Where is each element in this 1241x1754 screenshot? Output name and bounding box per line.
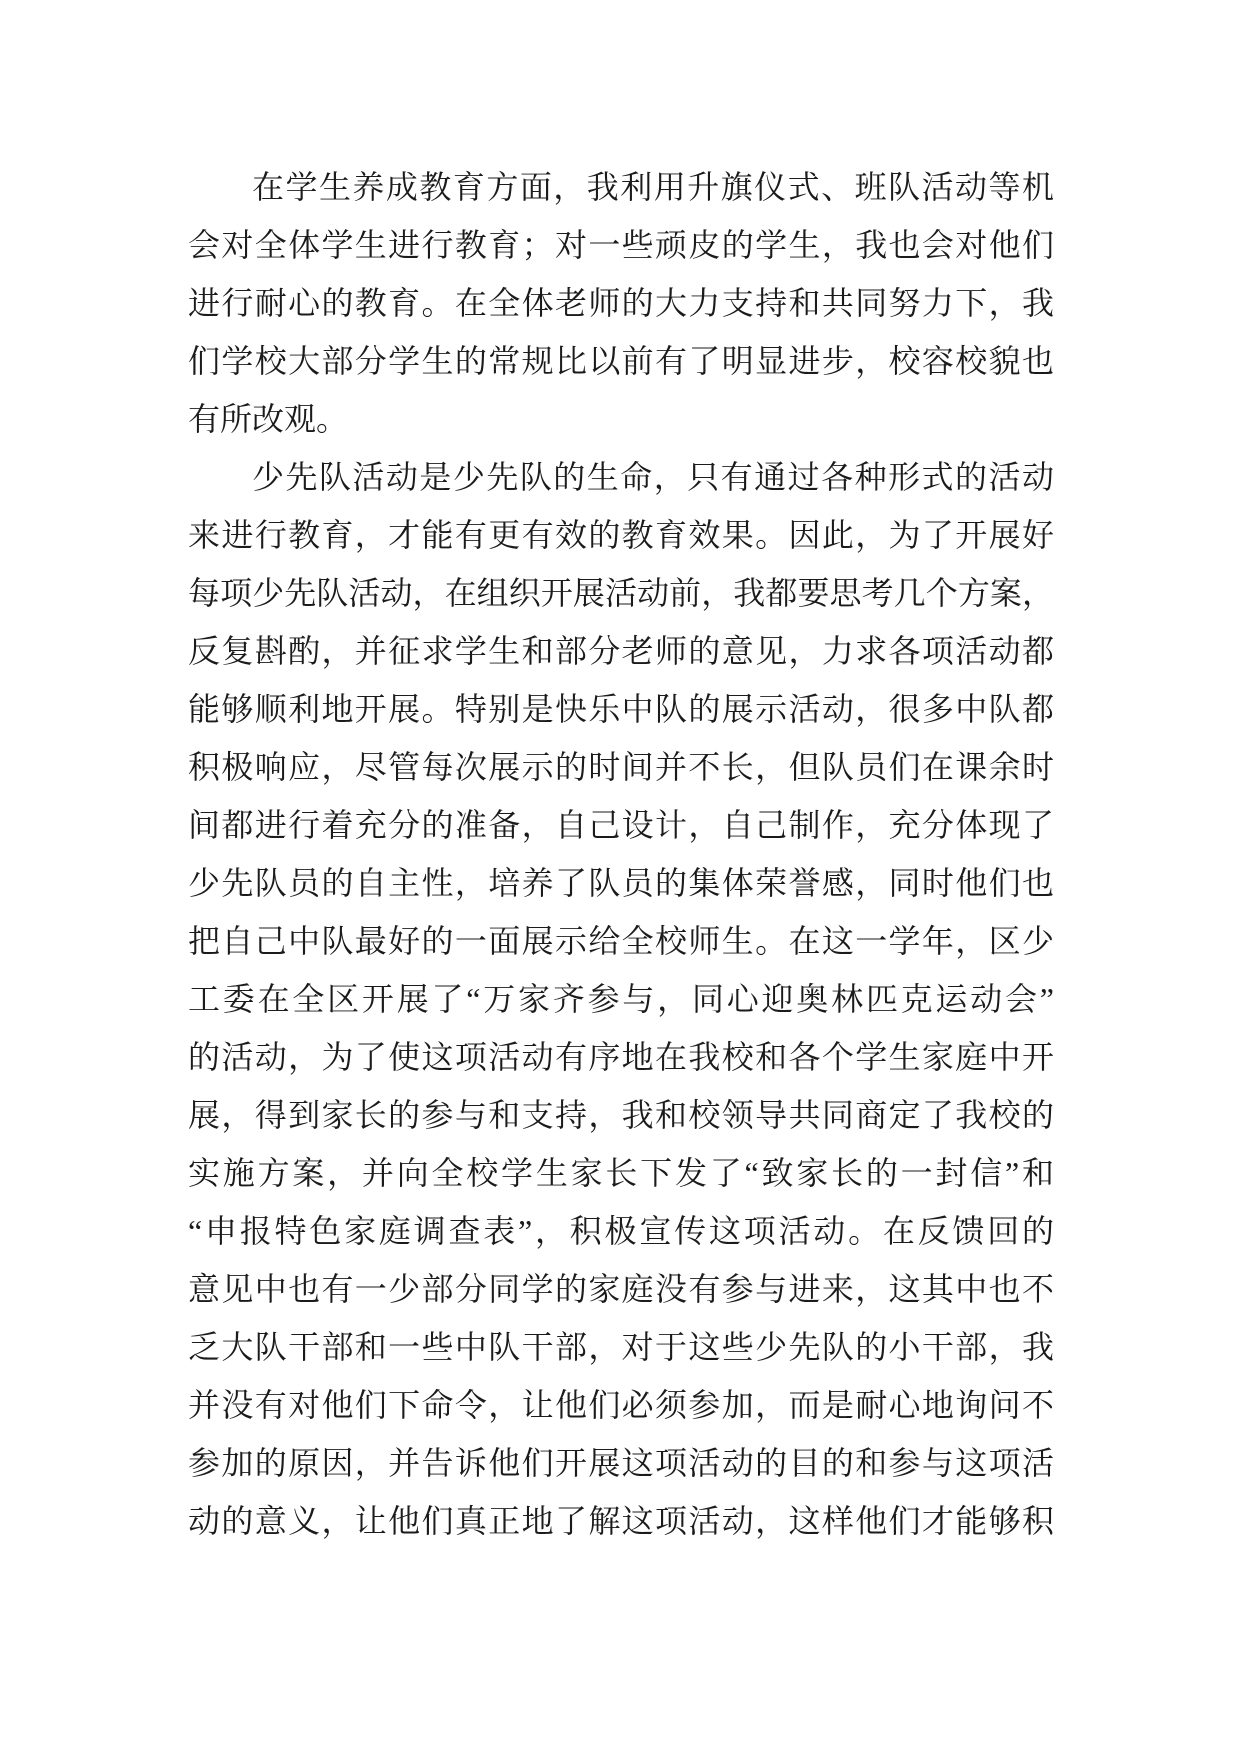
text-line: 能够顺利地开展。特别是快乐中队的展示活动，很多中队都 (188, 691, 1054, 727)
text-line: 间都进行着充分的准备，自己设计，自己制作，充分体现了 (188, 807, 1054, 843)
text-line: 把自己中队最好的一面展示给全校师生。在这一学年，区少 (188, 923, 1054, 959)
text-line: 乏大队干部和一些中队干部，对于这些少先队的小干部，我 (188, 1329, 1054, 1365)
paragraph-young-pioneers-activities (188, 448, 1054, 1550)
text-line: “申报特色家庭调查表”，积极宣传这项活动。在反馈回的 (188, 1213, 1054, 1249)
text-line: 参加的原因，并告诉他们开展这项活动的目的和参与这项活 (188, 1445, 1054, 1481)
text-line: 意见中也有一少部分同学的家庭没有参与进来，这其中也不 (188, 1271, 1054, 1307)
text-line: 有所改观。 (188, 401, 349, 437)
text-line: 来进行教育，才能有更有效的教育效果。因此，为了开展好 (188, 517, 1054, 553)
text-line: 少先队活动是少先队的生命，只有通过各种形式的活动 (252, 459, 1054, 495)
text-line: 反复斟酌，并征求学生和部分老师的意见，力求各项活动都 (188, 633, 1054, 669)
text-line: 少先队员的自主性，培养了队员的集体荣誉感，同时他们也 (188, 865, 1054, 901)
text-line: 展，得到家长的参与和支持，我和校领导共同商定了我校的 (188, 1097, 1054, 1133)
text-line: 实施方案，并向全校学生家长下发了“致家长的一封信”和 (188, 1155, 1054, 1191)
text-line: 工委在全区开展了“万家齐参与，同心迎奥林匹克运动会” (188, 981, 1054, 1017)
text-line: 并没有对他们下命令，让他们必须参加，而是耐心地询问不 (188, 1387, 1054, 1423)
text-line: 积极响应，尽管每次展示的时间并不长，但队员们在课余时 (188, 749, 1054, 785)
text-line: 们学校大部分学生的常规比以前有了明显进步，校容校貌也 (188, 343, 1054, 379)
text-line: 在学生养成教育方面，我利用升旗仪式、班队活动等机 (252, 169, 1054, 205)
paragraph-student-education (188, 158, 1054, 448)
document-text-block (188, 158, 1054, 1550)
text-line: 会对全体学生进行教育；对一些顽皮的学生，我也会对他们 (188, 227, 1054, 263)
text-line: 进行耐心的教育。在全体老师的大力支持和共同努力下，我 (188, 285, 1054, 321)
text-line: 动的意义，让他们真正地了解这项活动，这样他们才能够积 (188, 1503, 1054, 1539)
text-line: 的活动，为了使这项活动有序地在我校和各个学生家庭中开 (188, 1039, 1054, 1075)
text-line: 每项少先队活动，在组织开展活动前，我都要思考几个方案， (188, 575, 1054, 611)
